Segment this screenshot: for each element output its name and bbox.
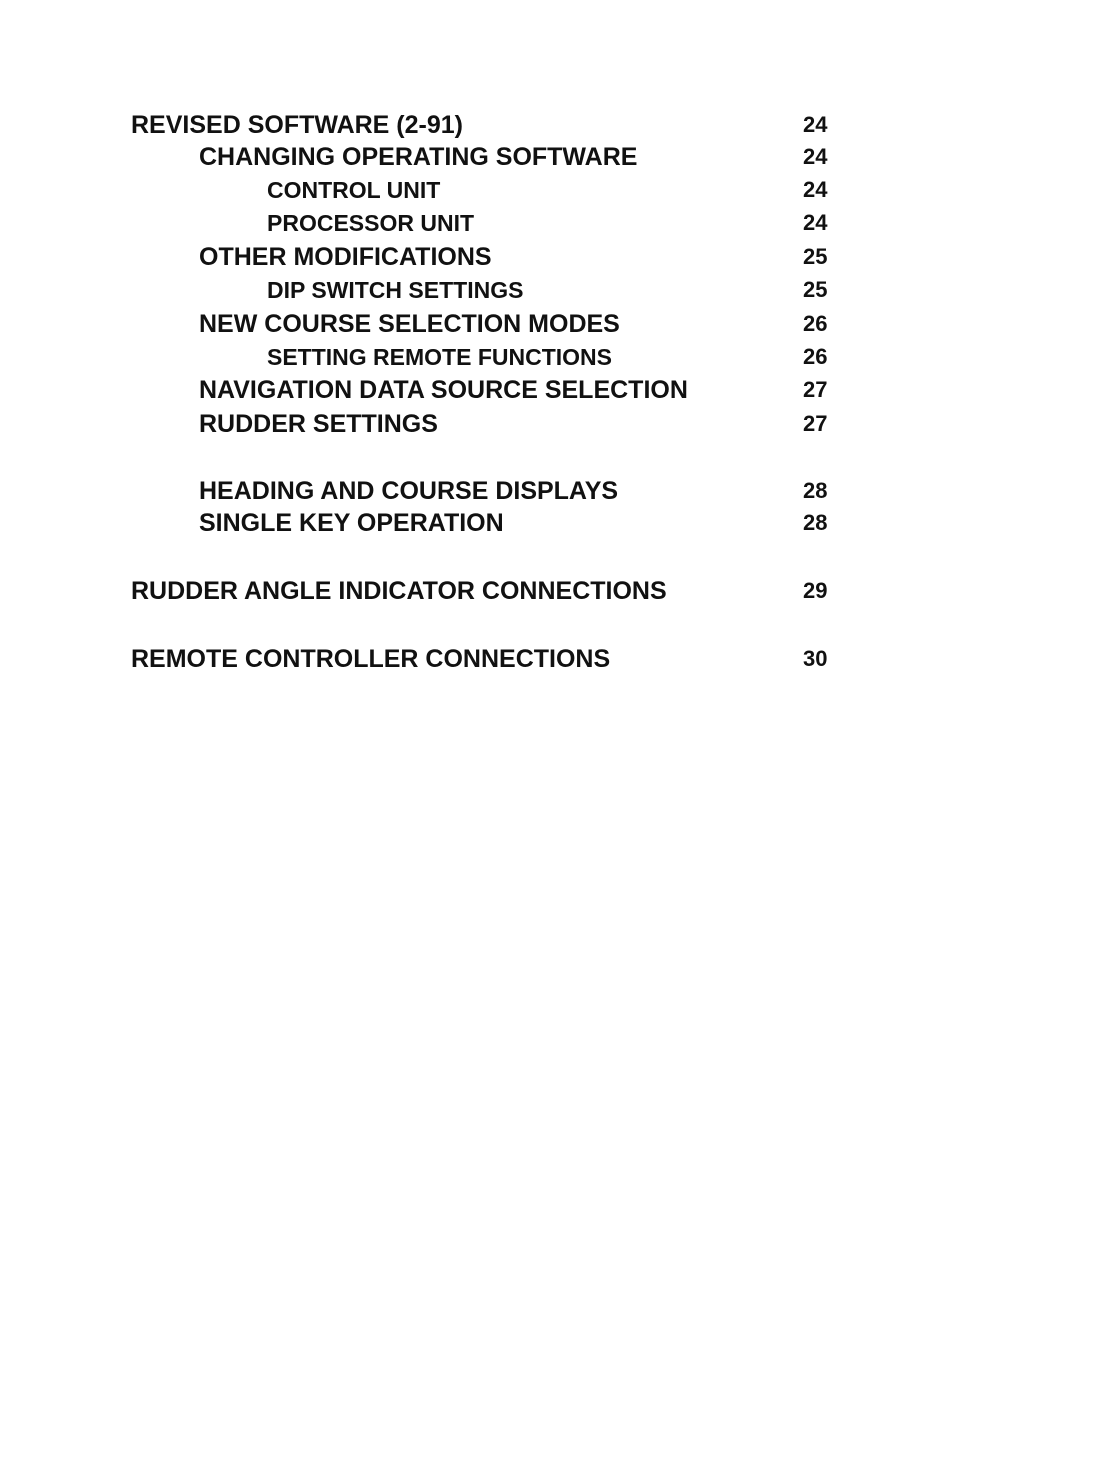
toc-entry-title: NEW COURSE SELECTION MODES	[199, 310, 620, 338]
toc-entry-title: CHANGING OPERATING SOFTWARE	[199, 143, 638, 171]
toc-entry-title: DIP SWITCH SETTINGS	[267, 277, 524, 303]
toc-entry-page: 25	[803, 244, 828, 269]
toc-entry-page: 28	[803, 478, 828, 503]
toc-entry-page: 24	[803, 177, 828, 202]
toc-entry-title: HEADING AND COURSE DISPLAYS	[199, 477, 619, 505]
toc-entry-title: RUDDER SETTINGS	[199, 410, 438, 438]
toc-entry-page: 27	[803, 377, 828, 402]
toc-entry-remote-controller-connections	[0, 643, 1119, 675]
toc-entry-control-unit	[0, 174, 1119, 206]
toc-entry-page: 30	[803, 646, 828, 671]
toc-entry-page: 29	[803, 578, 828, 603]
toc-entry-processor-unit	[0, 207, 1119, 239]
toc-entry-page: 24	[803, 144, 828, 169]
toc-entry-page: 26	[803, 311, 828, 336]
toc-entry-dip-switch-settings	[0, 274, 1119, 306]
toc-entry-navigation-data-source-selection	[0, 374, 1119, 406]
toc-entry-other-modifications	[0, 241, 1119, 273]
toc-entry-page: 28	[803, 510, 828, 535]
toc-entry-title: SINGLE KEY OPERATION	[199, 509, 504, 537]
toc-entry-rudder-settings	[0, 408, 1119, 440]
toc-entry-rudder-angle-indicator-connections	[0, 575, 1119, 607]
toc-entry-title: PROCESSOR UNIT	[267, 210, 475, 236]
toc-entry-page: 26	[803, 344, 828, 369]
toc-entry-page: 27	[803, 411, 828, 436]
toc-entry-new-course-selection-modes	[0, 308, 1119, 340]
toc-entry-changing-operating-software	[0, 141, 1119, 173]
toc-entry-title: SETTING REMOTE FUNCTIONS	[267, 344, 612, 370]
toc-entry-single-key-operation	[0, 507, 1119, 539]
toc-entry-title: REVISED SOFTWARE (2-91)	[131, 111, 463, 139]
toc-entry-heading-and-course-displays	[0, 475, 1119, 507]
toc-entry-page: 25	[803, 277, 828, 302]
toc-entry-page: 24	[803, 210, 828, 235]
toc-entry-revised-software	[0, 109, 1119, 141]
toc-entry-title: RUDDER ANGLE INDICATOR CONNECTIONS	[131, 577, 667, 605]
toc-entry-title: OTHER MODIFICATIONS	[199, 243, 492, 271]
toc-entry-page: 24	[803, 112, 828, 137]
toc-entry-setting-remote-functions	[0, 341, 1119, 373]
toc-entry-title: REMOTE CONTROLLER CONNECTIONS	[131, 645, 611, 673]
toc-entry-title: NAVIGATION DATA SOURCE SELECTION	[199, 376, 688, 404]
toc-entry-title: CONTROL UNIT	[267, 177, 441, 203]
